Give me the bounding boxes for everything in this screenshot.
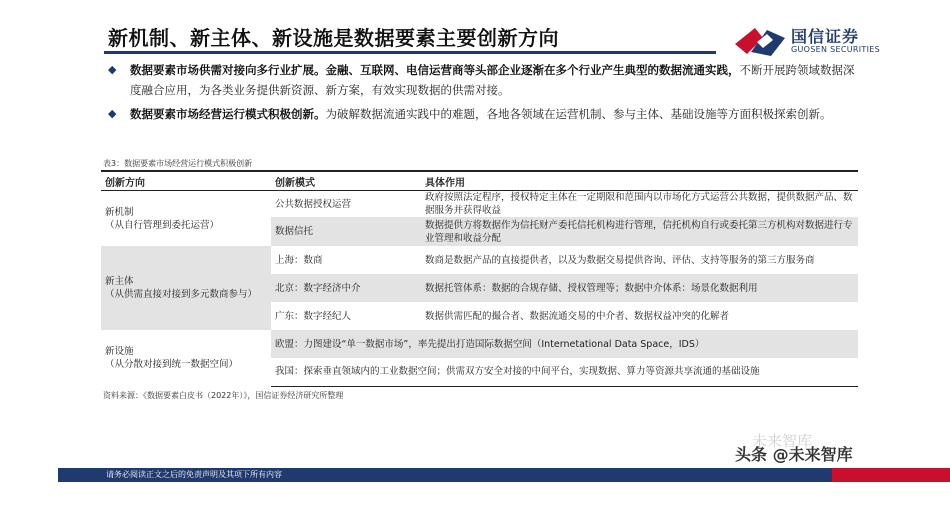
direction-title: 新设施 — [105, 346, 134, 357]
guosen-logo-icon — [733, 24, 787, 58]
effect-cell: 政府按照法定程序，授权特定主体在一定期限和范围内以市场化方式运营公共数据，提供数据产品、数据服务并获得收益 — [425, 192, 853, 216]
mode-cell: 北京：数字经济中介 — [271, 274, 421, 302]
diamond-bullet-icon: ◆ — [108, 63, 117, 76]
watermark: 头条 @未来智库 — [735, 445, 853, 464]
diamond-bullet-icon: ◆ — [108, 107, 117, 120]
table-row — [101, 191, 858, 218]
header-mode: 创新模式 — [271, 171, 421, 191]
facility-cell: 欧盟：力图建设“单一数据市场”，率先提出打造国际数据空间（Internetational Data Space，IDS） — [271, 330, 858, 358]
table-row — [101, 246, 858, 274]
watermark-shadow: 未来智库 — [752, 432, 813, 450]
direction-title: 新机制 — [105, 206, 134, 218]
footer-accent — [832, 468, 950, 482]
title-underline — [104, 51, 716, 54]
innovation-table — [101, 170, 858, 387]
direction-subtitle: （从自行管理到委托运营） — [105, 219, 220, 231]
facility-cell: 我国：探索垂直领域内的工业数据空间；供需双方安全对接的中间平台，实现数据、算力等资源共享流通的基础设施 — [271, 358, 858, 386]
bullet-item-1 — [108, 60, 860, 100]
mode-cell: 公共数据授权运营 — [275, 198, 352, 210]
bullet-2-bold: 数据要素市场经营运行模式积极创新。 — [130, 107, 326, 121]
table-row — [101, 330, 858, 358]
direction-subtitle: （从分散对接到统一数据空间） — [105, 359, 239, 370]
logo-text-cn: 国信证券 — [791, 27, 860, 46]
table-header-row — [101, 171, 858, 191]
direction-cell — [101, 191, 271, 247]
effect-cell: 数据提供方将数据作为信托财产委托信托机构进行管理，信托机构自行或委托第三方机构对数据进行专业管理和收益分配 — [421, 217, 858, 246]
effect-cell: 数商是数据产品的直接提供者，以及为数据交易提供咨询、评估、支持等服务的第三方服务商 — [425, 254, 815, 266]
mode-cell: 上海：数商 — [275, 254, 323, 266]
bullet-1-text: 不断开展跨领域数据深度融合应用，为各类业务提供新资源、新方案，有效实现数据的供需对接。 — [130, 63, 855, 97]
direction-cell — [101, 246, 271, 330]
effect-cell: 数据供需匹配的撮合者、数据流通交易的中介者、数据权益冲突的化解者 — [425, 310, 730, 322]
table-caption: 表3：数据要素市场经营运行模式积极创新 — [103, 159, 253, 168]
company-logo — [733, 22, 880, 58]
bullet-item-2 — [108, 104, 860, 124]
direction-subtitle: （从供需直接对接到多元数商参与） — [105, 289, 258, 300]
direction-cell — [101, 330, 271, 386]
effect-cell: 数据托管体系：数据的合规存储、授权管理等；数据中介体系：场景化数据利用 — [421, 274, 858, 302]
bullet-2-text: 为破解数据流通实践中的难题，各地各领域在运营机制、参与主体、基础设施等方面积极探索创新。 — [325, 107, 832, 121]
header-direction: 创新方向 — [101, 171, 271, 191]
footer-disclaimer: 请务必阅读正文之后的免责声明及其项下所有内容 — [106, 470, 282, 479]
mode-cell: 数据信托 — [271, 217, 421, 246]
logo-text-en: GUOSEN SECURITIES — [791, 45, 880, 54]
page-title: 新机制、新主体、新设施是数据要素主要创新方向 — [108, 26, 559, 50]
header-effect: 具体作用 — [421, 171, 858, 191]
source-note: 资料来源：《数据要素白皮书（2022年）》，国信证券经济研究所整理 — [103, 391, 344, 400]
direction-title: 新主体 — [105, 276, 134, 287]
bullet-1-bold: 数据要素市场供需对接向多行业扩展。金融、互联网、电信运营商等头部企业逐渐在多个行业产生典型的数据流通实践， — [130, 63, 740, 77]
mode-cell: 广东：数字经纪人 — [275, 310, 352, 322]
